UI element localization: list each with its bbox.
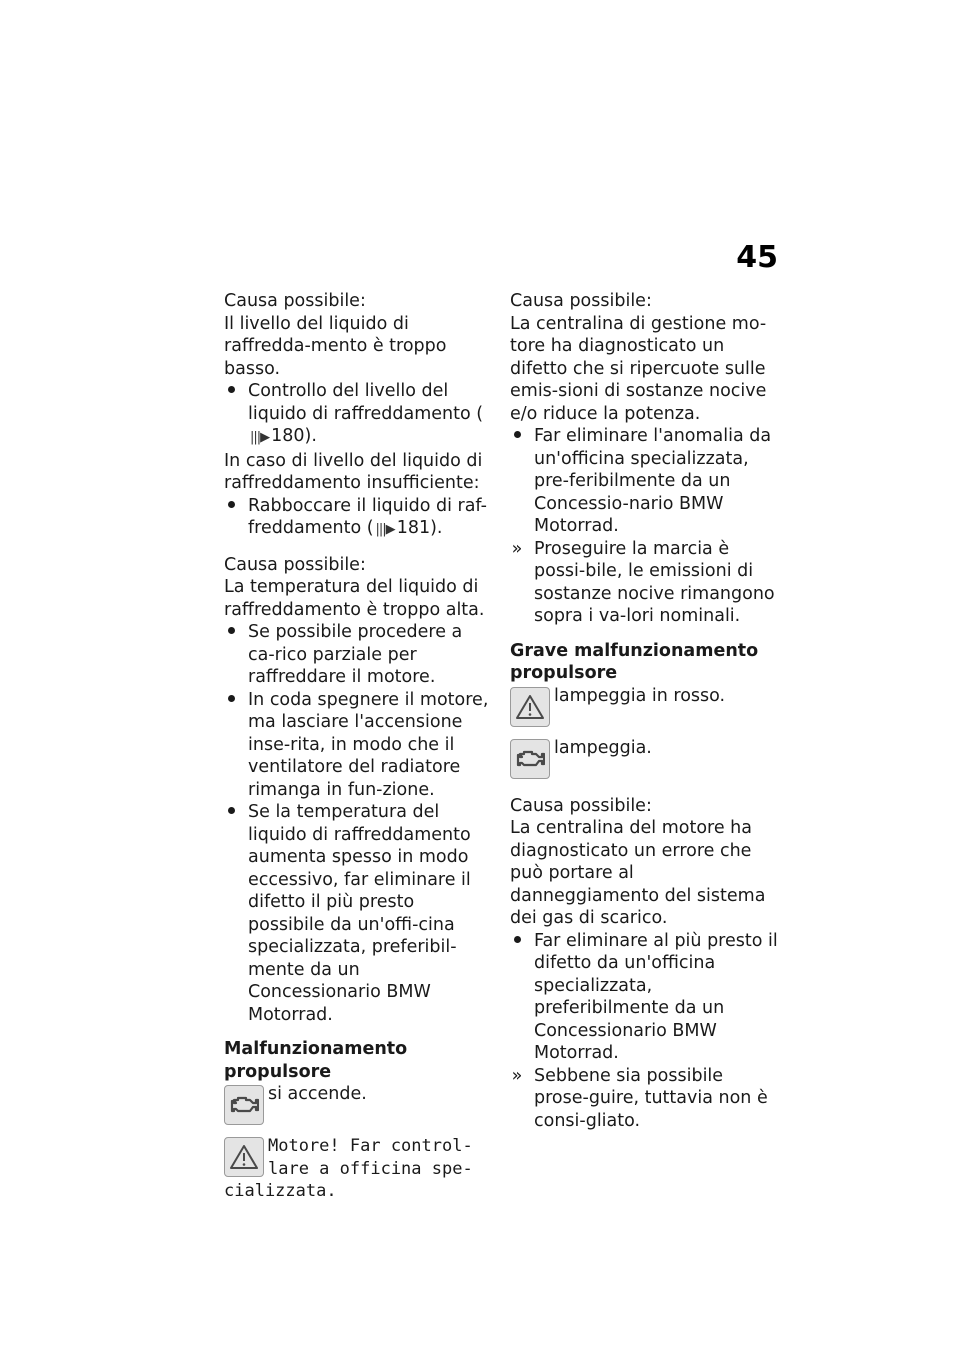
bullet-text: In coda spegnere il motore, ma lasciare l'accensione inse-rita, in modo che il ventilatore del radiatore rimanga in fun-zione. [248,689,489,800]
result-marker-icon: » [511,538,523,559]
bullet-text: Controllo del livello del liquido di raffreddamento ( [248,381,484,424]
warning-triangle-icon [510,687,550,727]
indicator-text: lampeggia. [554,737,652,758]
cause-label: Causa possibile: [510,795,652,816]
left-column [224,290,492,1203]
bullet-text: Se la temperatura del liquido di raffreddamento aumenta spesso in modo eccessivo, far eliminare il difetto il più presto possibile da un'offi-cina specializzata, preferibil-mente da un Concessionario BMW Motorrad. [248,802,471,1025]
engine-warning-icon [510,739,550,779]
result-item [510,538,778,628]
bullet-text: Far eliminare l'anomalia da un'officina specializzata, pre-feribilmente da un Concessio-nario BMW Motorrad. [534,426,772,536]
right-column [510,290,778,1132]
indicator-row [510,737,778,783]
warning-triangle-icon [224,1137,264,1177]
page-reference[interactable]: 180). [271,426,317,446]
bullet-item [224,495,492,542]
cause-label: Causa possibile: [224,291,366,311]
bullet-dot-icon [228,627,235,634]
page-reference-arrow-icon: |||▶ [250,430,270,445]
bullet-item [510,930,778,1065]
bullet-item [224,689,492,802]
section-heading: Malfunzionamento propulsore [224,1039,408,1082]
cause-text: La temperatura del liquido di raffreddamento è troppo alta. [224,577,485,620]
section-heading: Grave malfunzionamento propulsore [510,640,759,683]
result-text: Proseguire la marcia è possi-bile, le emissioni di sostanze nocive rimangono sopra i va-lori nominali. [534,538,775,626]
bullet-dot-icon [514,936,521,943]
indicator-text: lampeggia in rosso. [554,685,726,706]
bullet-text: Far eliminare al più presto il difetto da un'officina specializzata, preferibilmente da un Concessionario BMW Motorrad. [534,930,778,1063]
cause-label: Causa possibile: [224,554,366,575]
result-text: Sebbene sia possibile prose-guire, tuttavia non è consi-gliato. [534,1065,768,1131]
bullet-dot-icon [228,807,235,814]
page-reference-arrow-icon: |||▶ [375,522,395,537]
page-number: 45 [736,240,778,275]
page-reference[interactable]: 181). [396,518,443,538]
cause-label: Causa possibile: [510,291,652,311]
engine-warning-icon [224,1085,264,1125]
indicator-text: si accende. [268,1084,367,1104]
message-line: lare a officina spe- [268,1158,473,1179]
result-item [510,1065,778,1133]
indicator-row [224,1083,492,1129]
bullet-dot-icon [228,501,235,508]
condition-text: In caso di livello del liquido di raffreddamento insufficiente: [224,450,483,493]
bullet-item [224,380,492,450]
cause-text: Il livello del liquido di raffredda-mento è troppo basso. [224,313,447,379]
cause-text: La centralina del motore ha diagnosticato un errore che può portare al danneggiamento del sistema dei gas di scarico. [510,818,766,928]
bullet-dot-icon [514,431,521,438]
bullet-dot-icon [228,386,235,393]
bullet-item [224,801,492,1026]
indicator-row [510,685,778,731]
bullet-item [224,621,492,689]
bullet-text: Se possibile procedere a ca-rico parziale per raffreddare il motore. [248,622,463,687]
display-message [224,1135,492,1203]
bullet-item [510,425,778,538]
message-line: cializzata. [224,1181,337,1201]
message-line: Motore! Far control- [268,1136,473,1156]
result-marker-icon: » [511,1065,523,1086]
bullet-dot-icon [228,695,235,702]
bullet-text: Rabboccare il liquido di raf-freddamento ( [248,495,487,538]
cause-text: La centralina di gestione mo-tore ha diagnosticato un difetto che si ripercuote sulle emis-sioni di sostanze nocive e/o riduce la potenza. [510,313,767,424]
